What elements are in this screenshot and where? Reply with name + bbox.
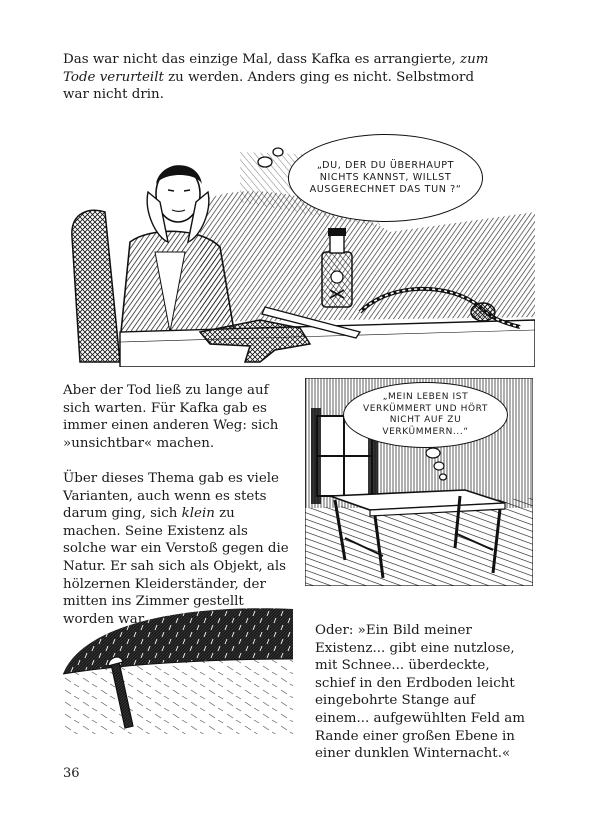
intro-text-1: Das war nicht das einzige Mal, dass Kafka es arrangierte,	[63, 52, 461, 67]
panel-snow-illustration	[63, 604, 293, 734]
middle-paragraphs	[63, 382, 291, 628]
middle-paragraph-2-text-1: Über dieses Thema gab es viele Varianten, auch wenn es stets darum ging, sich	[63, 470, 279, 522]
thought-bubble-1	[288, 134, 483, 222]
panel-kafka-at-table	[60, 132, 535, 367]
thought-bubble-1-text: „DU, DER DU ÜBERHAUPT NICHTS KANNST, WILLST AUSGERECHNET DAS TUN ?“	[309, 160, 462, 195]
panel-room-with-table	[305, 378, 533, 586]
middle-paragraph-1: Aber der Tod ließ zu lange auf sich warten. Für Kafka gab es immer einen anderen Weg: sich »unsichtbar« machen.	[63, 383, 279, 451]
thought-bubble-2	[343, 382, 508, 448]
final-paragraph	[315, 622, 533, 763]
thought-bubble-2-text: „MEIN LEBEN IST VERKÜMMERT UND HÖRT NICHT AUF ZU VERKÜMMERN...“	[363, 392, 488, 437]
middle-paragraph-2-text-2: zu machen. Seine Existenz als solche war ein Verstoß gegen die Natur. Er sah sich als Objekt, als hölzernen Kleiderständer, der mitten ins Zimmer gestellt worden war.	[63, 506, 289, 627]
page-number: 36	[63, 766, 80, 781]
middle-paragraph-2-emphasis: klein	[181, 506, 215, 522]
intro-text-2: zu werden. Anders ging es nicht. Selbstmord war nicht drin.	[63, 69, 475, 103]
panel-snowy-field	[63, 604, 293, 734]
intro-emphasis: zum Tode verurteilt	[63, 52, 489, 85]
final-paragraph-text: Oder: »Ein Bild meiner Existenz... gibt eine nutzlose, mit Schnee... überdeckte, schief in den Erdboden leicht eingebohrte Stange auf einem... aufgewühlten Feld am Rande einer großen Ebene in einer dunklen Winternacht.«	[315, 623, 525, 762]
intro-paragraph	[63, 51, 503, 104]
